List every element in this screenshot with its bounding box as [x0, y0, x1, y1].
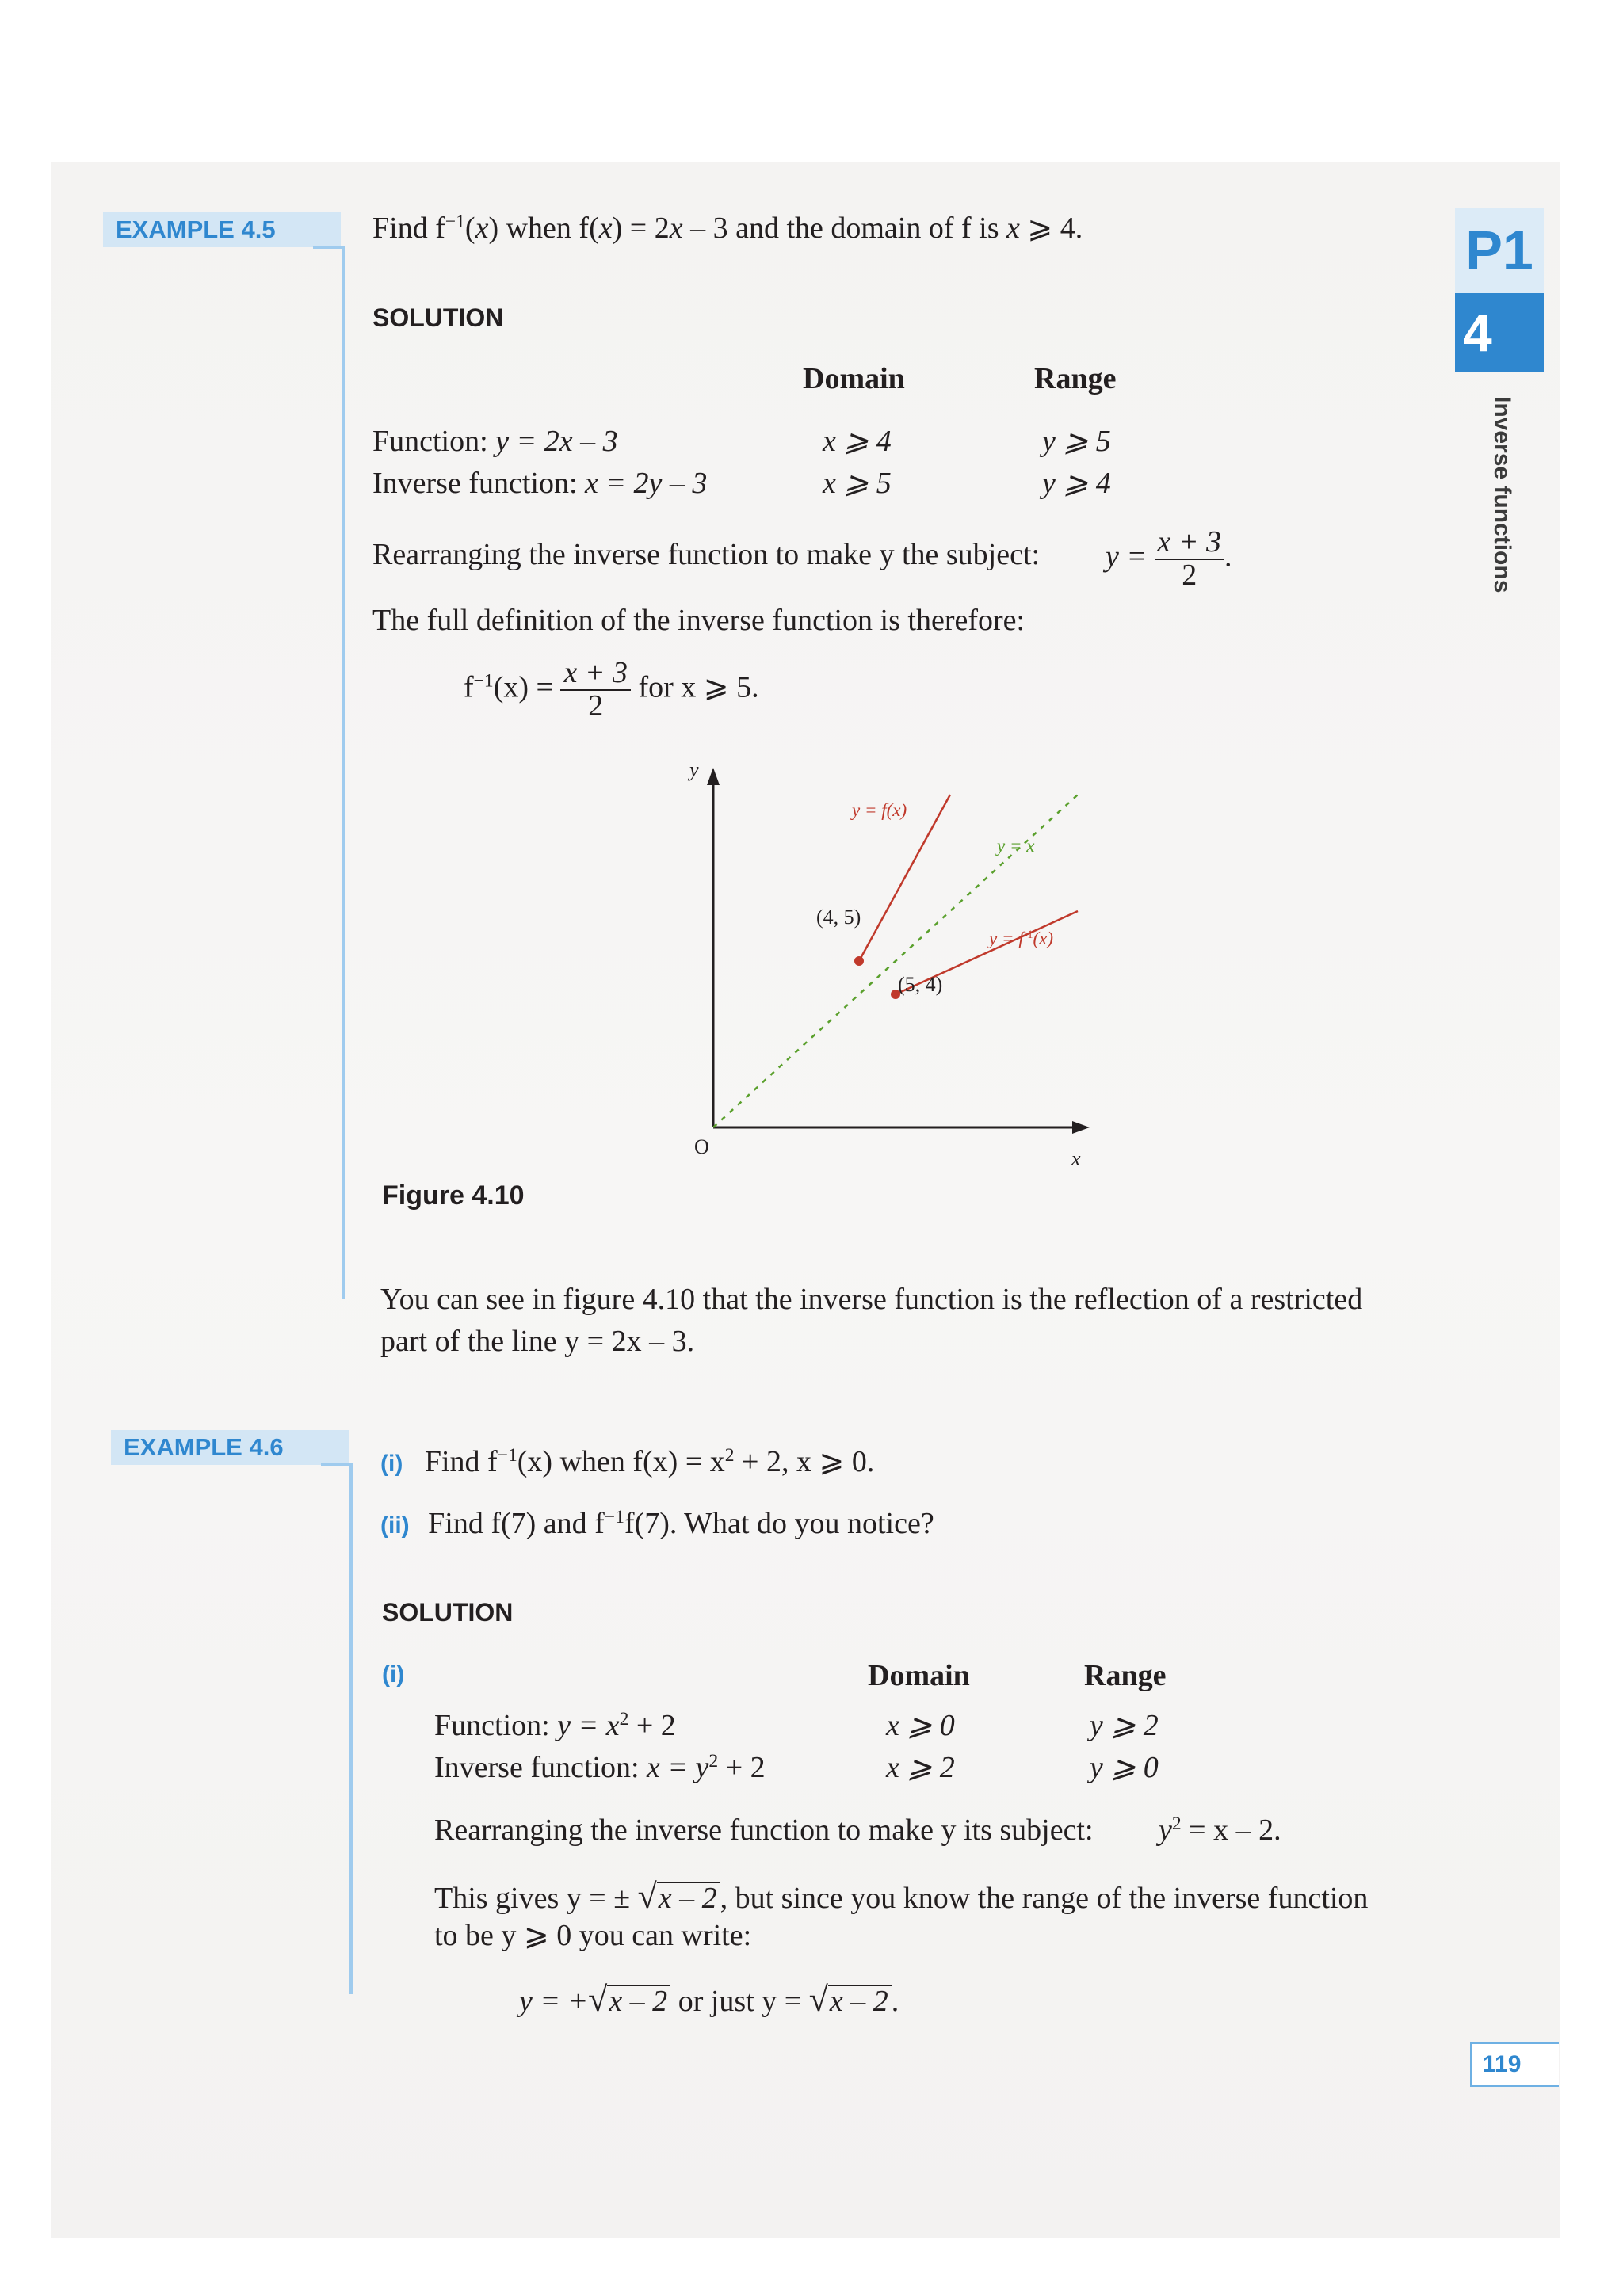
ex46-question-ii: (ii) Find f(7) and $f^{-1}f(7)$. What do you notice? — [380, 1507, 934, 1540]
x-axis-arrow — [1072, 1121, 1090, 1134]
chapter-side-title: Inverse functions — [1489, 396, 1515, 593]
point-4-5-label: (4, 5) — [816, 906, 861, 929]
example-4-6-solution-heading: SOLUTION — [382, 1598, 514, 1627]
chapter-tab-p1: P1 — [1455, 208, 1544, 293]
ex46-function-row: Function: $y = x^2 + 2$ — [434, 1709, 676, 1742]
ex45-def-fraction: $\frac{x + 3}{2}$ — [560, 658, 631, 723]
ex46-function-domain: x ⩾ 0 — [886, 1709, 955, 1742]
page-background — [51, 162, 1560, 2238]
point-5-4-label: (5, 4) — [898, 973, 943, 996]
ex45-inverse-range: y ⩾ 4 — [1042, 467, 1111, 500]
ex46-gives-line1: This gives y = ± √x – 2 , but since you know the range of the inverse function — [434, 1877, 1369, 1916]
ex45-inverse-row: Inverse function: x = 2y – 3 — [372, 467, 708, 500]
example-4-6-label: EXAMPLE 4.6 — [111, 1430, 349, 1465]
ex45-function-row: Function: y = 2x – 3 — [372, 425, 618, 458]
ex46-part-i-label: (i) — [382, 1661, 405, 1688]
ex46-inverse-domain: x ⩾ 2 — [886, 1751, 955, 1784]
ex45-rearrange-text: Rearranging the inverse function to make y the subject: — [372, 538, 1041, 571]
page-number: 119 — [1470, 2042, 1559, 2087]
example-4-5-question: Find $f^{-1}(x)$ when f(x) = 2x – 3 and the domain of f is x ⩾ 4. — [372, 212, 1083, 245]
example-4-5-solution-heading: SOLUTION — [372, 303, 504, 332]
ex46-rearrange-result: $y^2 = x - 2$. — [1159, 1814, 1281, 1847]
ex45-full-definition-text: The full definition of the inverse function is therefore: — [372, 604, 1025, 637]
ex46-domain-header: Domain — [868, 1659, 970, 1692]
ex46-rearrange-text: Rearranging the inverse function to make y its subject: — [434, 1814, 1094, 1847]
ex46-question-i: (i) Find $f^{-1}(x)$ when $f(x) = x^2 + 2$, x ⩾ 0. — [380, 1445, 875, 1478]
ex45-rearrange-result: y = $\frac{x + 3}{2}$ . — [1106, 525, 1232, 592]
ex45-fraction: $\frac{x + 3}{2}$ — [1155, 527, 1225, 592]
figure-4-10-caption: Figure 4.10 — [382, 1180, 525, 1211]
ex45-range-header: Range — [1034, 362, 1117, 395]
f-of-x-label: y = f(x) — [852, 800, 907, 820]
example-4-5-bar-top — [313, 246, 345, 249]
example-4-5-bar — [342, 246, 345, 1299]
y-axis-arrow — [707, 768, 720, 785]
reflection-paragraph-line2: part of the line y = 2x – 3. — [380, 1325, 695, 1358]
chapter-tab-number: 4 — [1455, 293, 1544, 372]
ex46-inverse-range: y ⩾ 0 — [1090, 1751, 1159, 1784]
ex46-function-range: y ⩾ 2 — [1090, 1709, 1159, 1742]
example-4-5-label: EXAMPLE 4.5 — [103, 212, 341, 247]
ex45-function-domain: x ⩾ 4 — [823, 425, 892, 458]
ex46-range-header: Range — [1084, 1659, 1167, 1692]
example-4-6-bar-top — [321, 1463, 353, 1466]
point-4-5 — [854, 956, 864, 966]
ex46-inverse-row: Inverse function: $x = y^2 + 2$ — [434, 1751, 766, 1784]
y-axis-label: y — [689, 758, 699, 781]
reflection-paragraph-line1: You can see in figure 4.10 that the inverse function is the reflection of a restricted — [380, 1283, 1363, 1316]
example-4-6-bar — [349, 1463, 353, 1994]
origin-label: O — [694, 1135, 709, 1158]
ex46-final-formula: y = +√x – 2 or just y = √x – 2 . — [519, 1980, 899, 2019]
ex46-gives-line2: to be y ⩾ 0 you can write: — [434, 1919, 752, 1952]
ex45-domain-header: Domain — [803, 362, 905, 395]
ex45-function-range: y ⩾ 5 — [1042, 425, 1111, 458]
y-equals-x-label: y = x — [997, 836, 1035, 856]
x-axis-label: x — [1071, 1147, 1081, 1170]
ex45-inverse-domain: x ⩾ 5 — [823, 467, 892, 500]
f-inverse-label: $y = f^{-1}(x)$ — [989, 929, 1054, 948]
ex45-definition-formula: $f^{-1}(x)$ = $\frac{x + 3}{2}$ for x ⩾ 5. — [464, 656, 759, 723]
